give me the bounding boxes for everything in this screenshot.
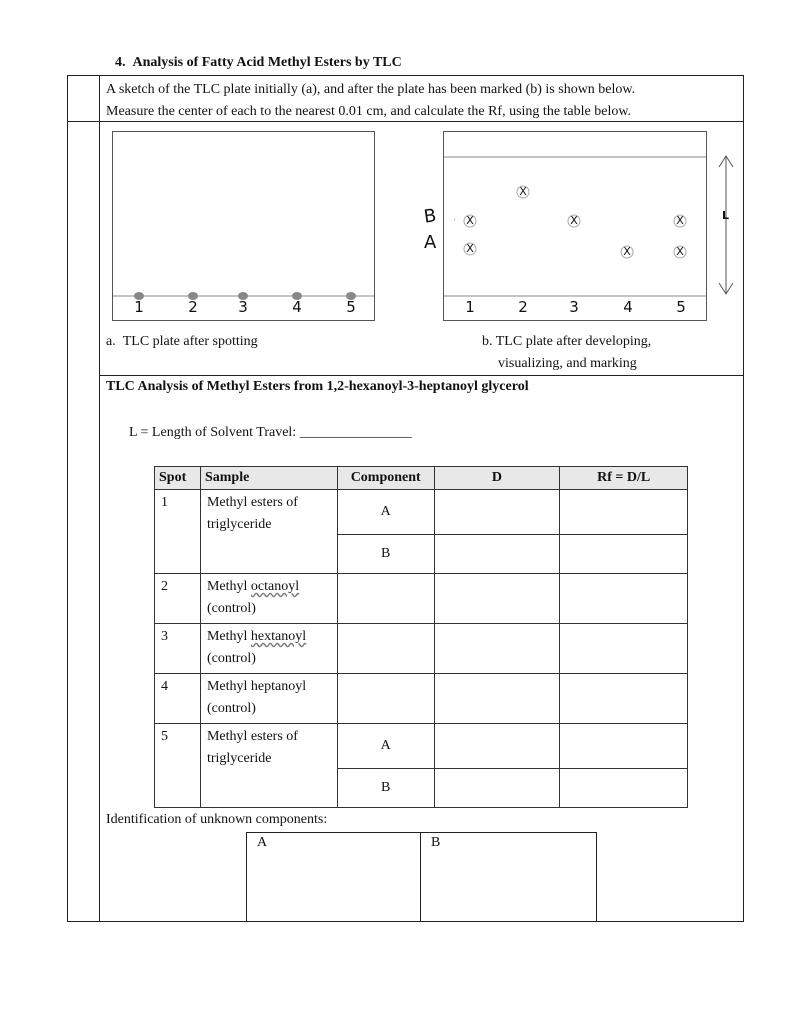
rf-input-cell[interactable] [560, 574, 688, 624]
identification-box-b[interactable] [420, 832, 597, 922]
identification-label: Identification of unknown components: [106, 812, 328, 827]
plate-b-caption-line-2: visualizing, and marking [498, 356, 637, 371]
length-label: L [722, 209, 730, 222]
lane-label-4: 4 [623, 298, 633, 316]
d-input-cell[interactable] [434, 574, 560, 624]
identification-box-b-label: B [431, 835, 441, 850]
x-mark-5a: X [676, 245, 684, 258]
component-cell: A [337, 490, 434, 535]
d-input-cell[interactable] [434, 490, 560, 535]
spot-cell: 5 [155, 724, 201, 808]
plates-divider [99, 375, 744, 376]
d-input-cell[interactable] [434, 724, 560, 769]
rf-input-cell[interactable] [560, 674, 688, 724]
lane-label-5: 5 [676, 298, 686, 316]
rf-input-cell[interactable] [560, 490, 688, 535]
header-sample: Sample [200, 467, 337, 490]
tlc-plate-b [443, 131, 707, 321]
d-input-cell[interactable] [434, 769, 560, 808]
tlc-plate-a [112, 131, 375, 321]
table-row [155, 624, 688, 674]
spot-cell: 1 [155, 490, 201, 574]
x-mark-1a: X [466, 242, 474, 255]
sample-cell [200, 624, 337, 674]
instructions [106, 79, 635, 123]
section-title: TLC Analysis of Methyl Esters from 1,2-hexanoyl-3-heptanoyl glycerol [106, 379, 529, 394]
solvent-length-field[interactable]: L = Length of Solvent Travel: ________________ [129, 425, 412, 440]
component-label-b: B [422, 205, 438, 228]
sample-line-2: (control) [206, 601, 256, 616]
x-mark-2: X [519, 185, 527, 198]
lane-label-4: 4 [292, 298, 302, 316]
sample-line-2: triglyceride [206, 517, 272, 532]
x-mark-4: X [623, 245, 631, 258]
sample-line-1: Methyl heptanoyl [206, 679, 307, 694]
sample-line-2: triglyceride [206, 751, 272, 766]
sample-line-1: Methyl esters of [206, 495, 298, 510]
component-cell: B [337, 769, 434, 808]
rf-input-cell[interactable] [560, 724, 688, 769]
spot-cell: 3 [155, 624, 201, 674]
header-d: D [434, 467, 560, 490]
component-input-cell[interactable] [337, 674, 434, 724]
sample-cell [200, 490, 337, 574]
d-input-cell[interactable] [434, 535, 560, 574]
lane-label-3: 3 [569, 298, 579, 316]
x-mark-5b: X [676, 214, 684, 227]
rf-input-cell[interactable] [560, 535, 688, 574]
left-margin-rule [99, 75, 100, 922]
sample-line-1 [207, 626, 331, 648]
lane-label-1: 1 [465, 298, 475, 316]
x-mark-1b: X [466, 214, 474, 227]
lane-label-5: 5 [346, 298, 356, 316]
plate-b-caption [482, 331, 651, 375]
spellcheck-word: octanoyl [250, 579, 300, 594]
tlc-plate-a-drawing [113, 132, 374, 320]
section-heading: 4. Analysis of Fatty Acid Methyl Esters by TLC [115, 55, 402, 70]
sample-cell [200, 674, 337, 724]
table-row [155, 574, 688, 624]
instructions-line-1: A sketch of the TLC plate initially (a), and after the plate has been marked (b) is shown below. [106, 82, 636, 97]
lane-label-3: 3 [238, 298, 248, 316]
table-row [155, 490, 688, 535]
header-component: Component [337, 467, 434, 490]
component-cell: A [337, 724, 434, 769]
table-header-row [155, 467, 688, 490]
sample-line-2: (control) [206, 701, 256, 716]
component-label-a: A [424, 232, 437, 253]
sample-line-1: Methyl esters of [206, 729, 298, 744]
d-input-cell[interactable] [434, 624, 560, 674]
header-rf: Rf = D/L [560, 467, 688, 490]
component-cell: B [337, 535, 434, 574]
plate-b-caption-line-1: b. TLC plate after developing, [482, 334, 652, 349]
spellcheck-word: hextanoyl [250, 629, 307, 644]
identification-box-a-label: A [257, 835, 268, 850]
table-row [155, 674, 688, 724]
sample-word: Methyl [206, 579, 251, 594]
solvent-length-arrow [716, 150, 736, 300]
sample-cell [200, 724, 337, 808]
spot-cell: 2 [155, 574, 201, 624]
rf-table [154, 466, 688, 808]
identification-box-a[interactable] [246, 832, 421, 922]
sample-line-2: (control) [206, 651, 256, 666]
lane-label-2: 2 [518, 298, 528, 316]
header-spot: Spot [155, 467, 201, 490]
rf-input-cell[interactable] [560, 769, 688, 808]
d-input-cell[interactable] [434, 674, 560, 724]
rf-input-cell[interactable] [560, 624, 688, 674]
component-input-cell[interactable] [337, 624, 434, 674]
dot-mark: · [453, 215, 457, 226]
lane-label-2: 2 [188, 298, 198, 316]
x-mark-3: X [570, 214, 578, 227]
sample-word: Methyl [206, 629, 251, 644]
lane-label-1: 1 [134, 298, 144, 316]
table-row [155, 724, 688, 769]
instructions-line-2: Measure the center of each to the nearest 0.01 cm, and calculate the Rf, using the table below. [106, 104, 632, 119]
sample-line-1 [207, 576, 331, 598]
spot-cell: 4 [155, 674, 201, 724]
component-input-cell[interactable] [337, 574, 434, 624]
sample-cell [200, 574, 337, 624]
plate-a-caption: a. TLC plate after spotting [106, 334, 258, 349]
